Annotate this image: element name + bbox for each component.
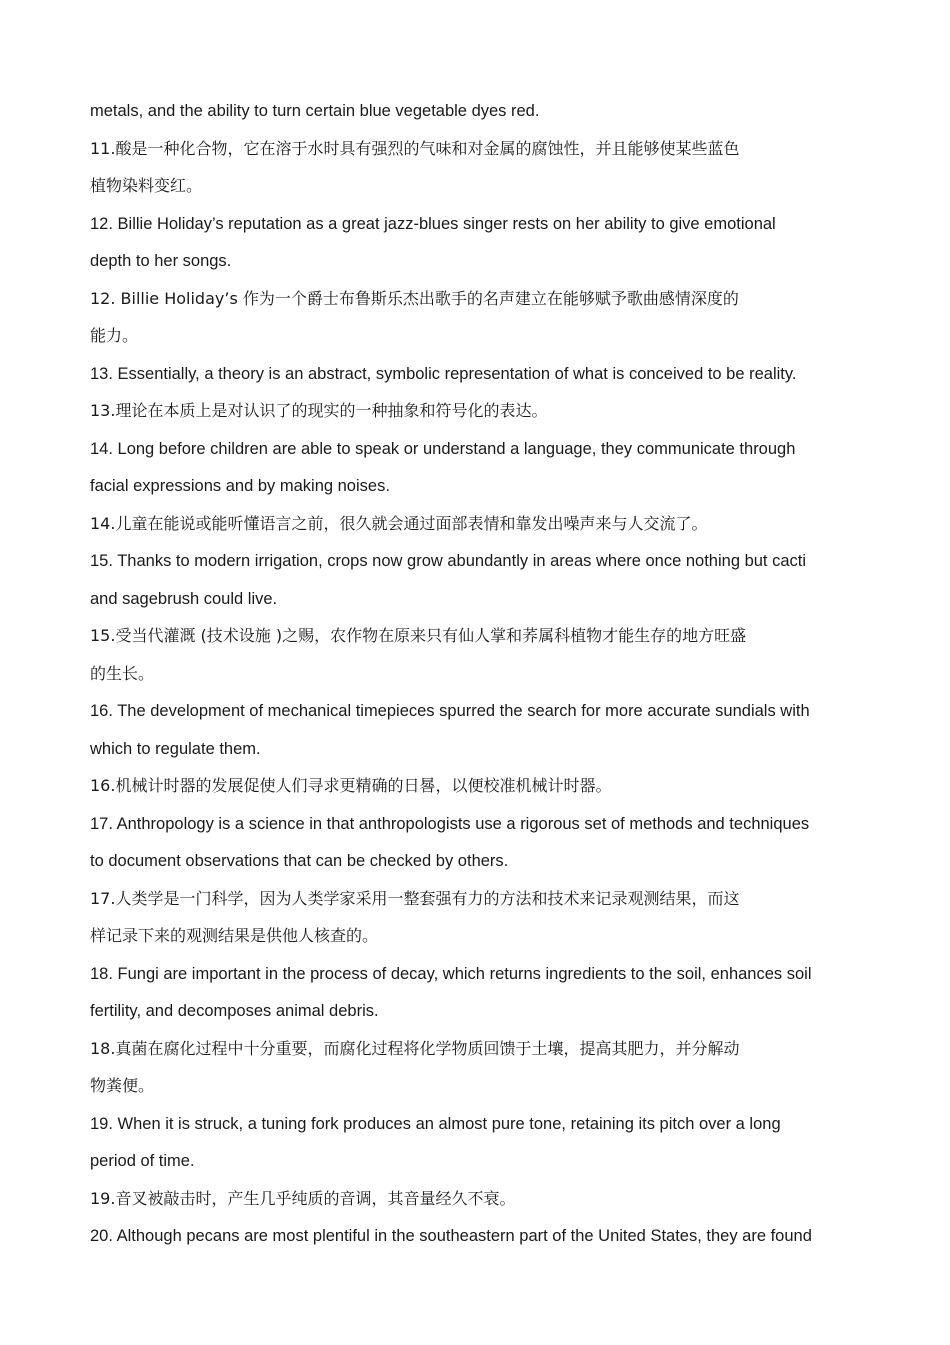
english-sentence-line: 18. Fungi are important in the process of decay, which returns ingredients to the soil, enhances soil <box>90 964 812 983</box>
english-sentence-line: and sagebrush could live. <box>90 589 278 608</box>
english-sentence-line: period of time. <box>90 1152 195 1170</box>
chinese-translation-line: 19.音叉被敲击时，产生几乎纯质的音调，其音量经久不衰。 <box>90 1188 516 1208</box>
chinese-translation-line: 12. Billie Holiday’s 作为一个爵士布鲁斯乐杰出歌手的名声建立在能够赋予歌曲感情深度的 <box>90 288 739 308</box>
english-sentence-line: 14. Long before children are able to speak or understand a language, they communicate through <box>90 439 796 458</box>
chinese-translation-line: 15.受当代灌溉 (技术设施 )之赐，农作物在原来只有仙人掌和荞属科植物才能生存的地方旺盛 <box>90 626 747 645</box>
chinese-translation-line: 13.理论在本质上是对认识了的现实的一种抽象和符号化的表达。 <box>90 401 548 420</box>
english-sentence-line: 17. Anthropology is a science in that anthropologists use a rigorous set of methods and techniques <box>90 814 810 833</box>
english-sentence-line: which to regulate them. <box>90 739 261 758</box>
english-sentence-line: depth to her songs. <box>90 252 232 270</box>
chinese-translation-line: 11.酸是一种化合物，它在溶于水时具有强烈的气味和对金属的腐蚀性，并且能够使某些蓝色 <box>90 138 740 158</box>
english-sentence-line: 20. Although pecans are most plentiful in the southeastern part of the United States, they are found <box>90 1227 812 1245</box>
chinese-translation-line: 物粪便。 <box>90 1076 155 1095</box>
chinese-translation-line: 18.真菌在腐化过程中十分重要，而腐化过程将化学物质回馈于土壤，提高其肥力，并分解动 <box>90 1038 740 1058</box>
chinese-translation-line: 样记录下来的观测结果是供他人核查的。 <box>90 926 379 945</box>
english-sentence-line: to document observations that can be checked by others. <box>90 852 509 870</box>
chinese-translation-line: 的生长。 <box>90 663 155 683</box>
chinese-translation-line: 能力。 <box>90 326 139 345</box>
english-sentence-line: 15. Thanks to modern irrigation, crops now grow abundantly in areas where once nothing but cacti <box>90 552 807 570</box>
english-sentence-line: 13. Essentially, a theory is an abstract, symbolic representation of what is conceived to be reality. <box>90 364 797 383</box>
chinese-translation-line: 14.儿童在能说或能听懂语言之前，很久就会通过面部表情和靠发出噪声来与人交流了。 <box>90 513 708 533</box>
english-sentence-line: metals, and the ability to turn certain blue vegetable dyes red. <box>90 102 540 120</box>
english-sentence-line: 19. When it is struck, a tuning fork produces an almost pure tone, retaining its pitch over a long <box>90 1114 781 1133</box>
chinese-translation-line: 17.人类学是一门科学，因为人类学家采用一整套强有力的方法和技术来记录观测结果，而这 <box>90 888 740 908</box>
document-body <box>90 96 880 1259</box>
english-sentence-line: 12. Billie Holiday’s reputation as a great jazz-blues singer rests on her ability to give emotional <box>90 214 776 233</box>
english-sentence-line: fertility, and decomposes animal debris. <box>90 1002 379 1020</box>
chinese-translation-line: 16.机械计时器的发展促使人们寻求更精确的日晷，以便校准机械计时器。 <box>90 776 612 795</box>
english-sentence-line: facial expressions and by making noises. <box>90 477 390 495</box>
english-sentence-line: 16. The development of mechanical timepieces spurred the search for more accurate sundials with <box>90 702 810 720</box>
chinese-translation-line: 植物染料变红。 <box>90 176 203 195</box>
